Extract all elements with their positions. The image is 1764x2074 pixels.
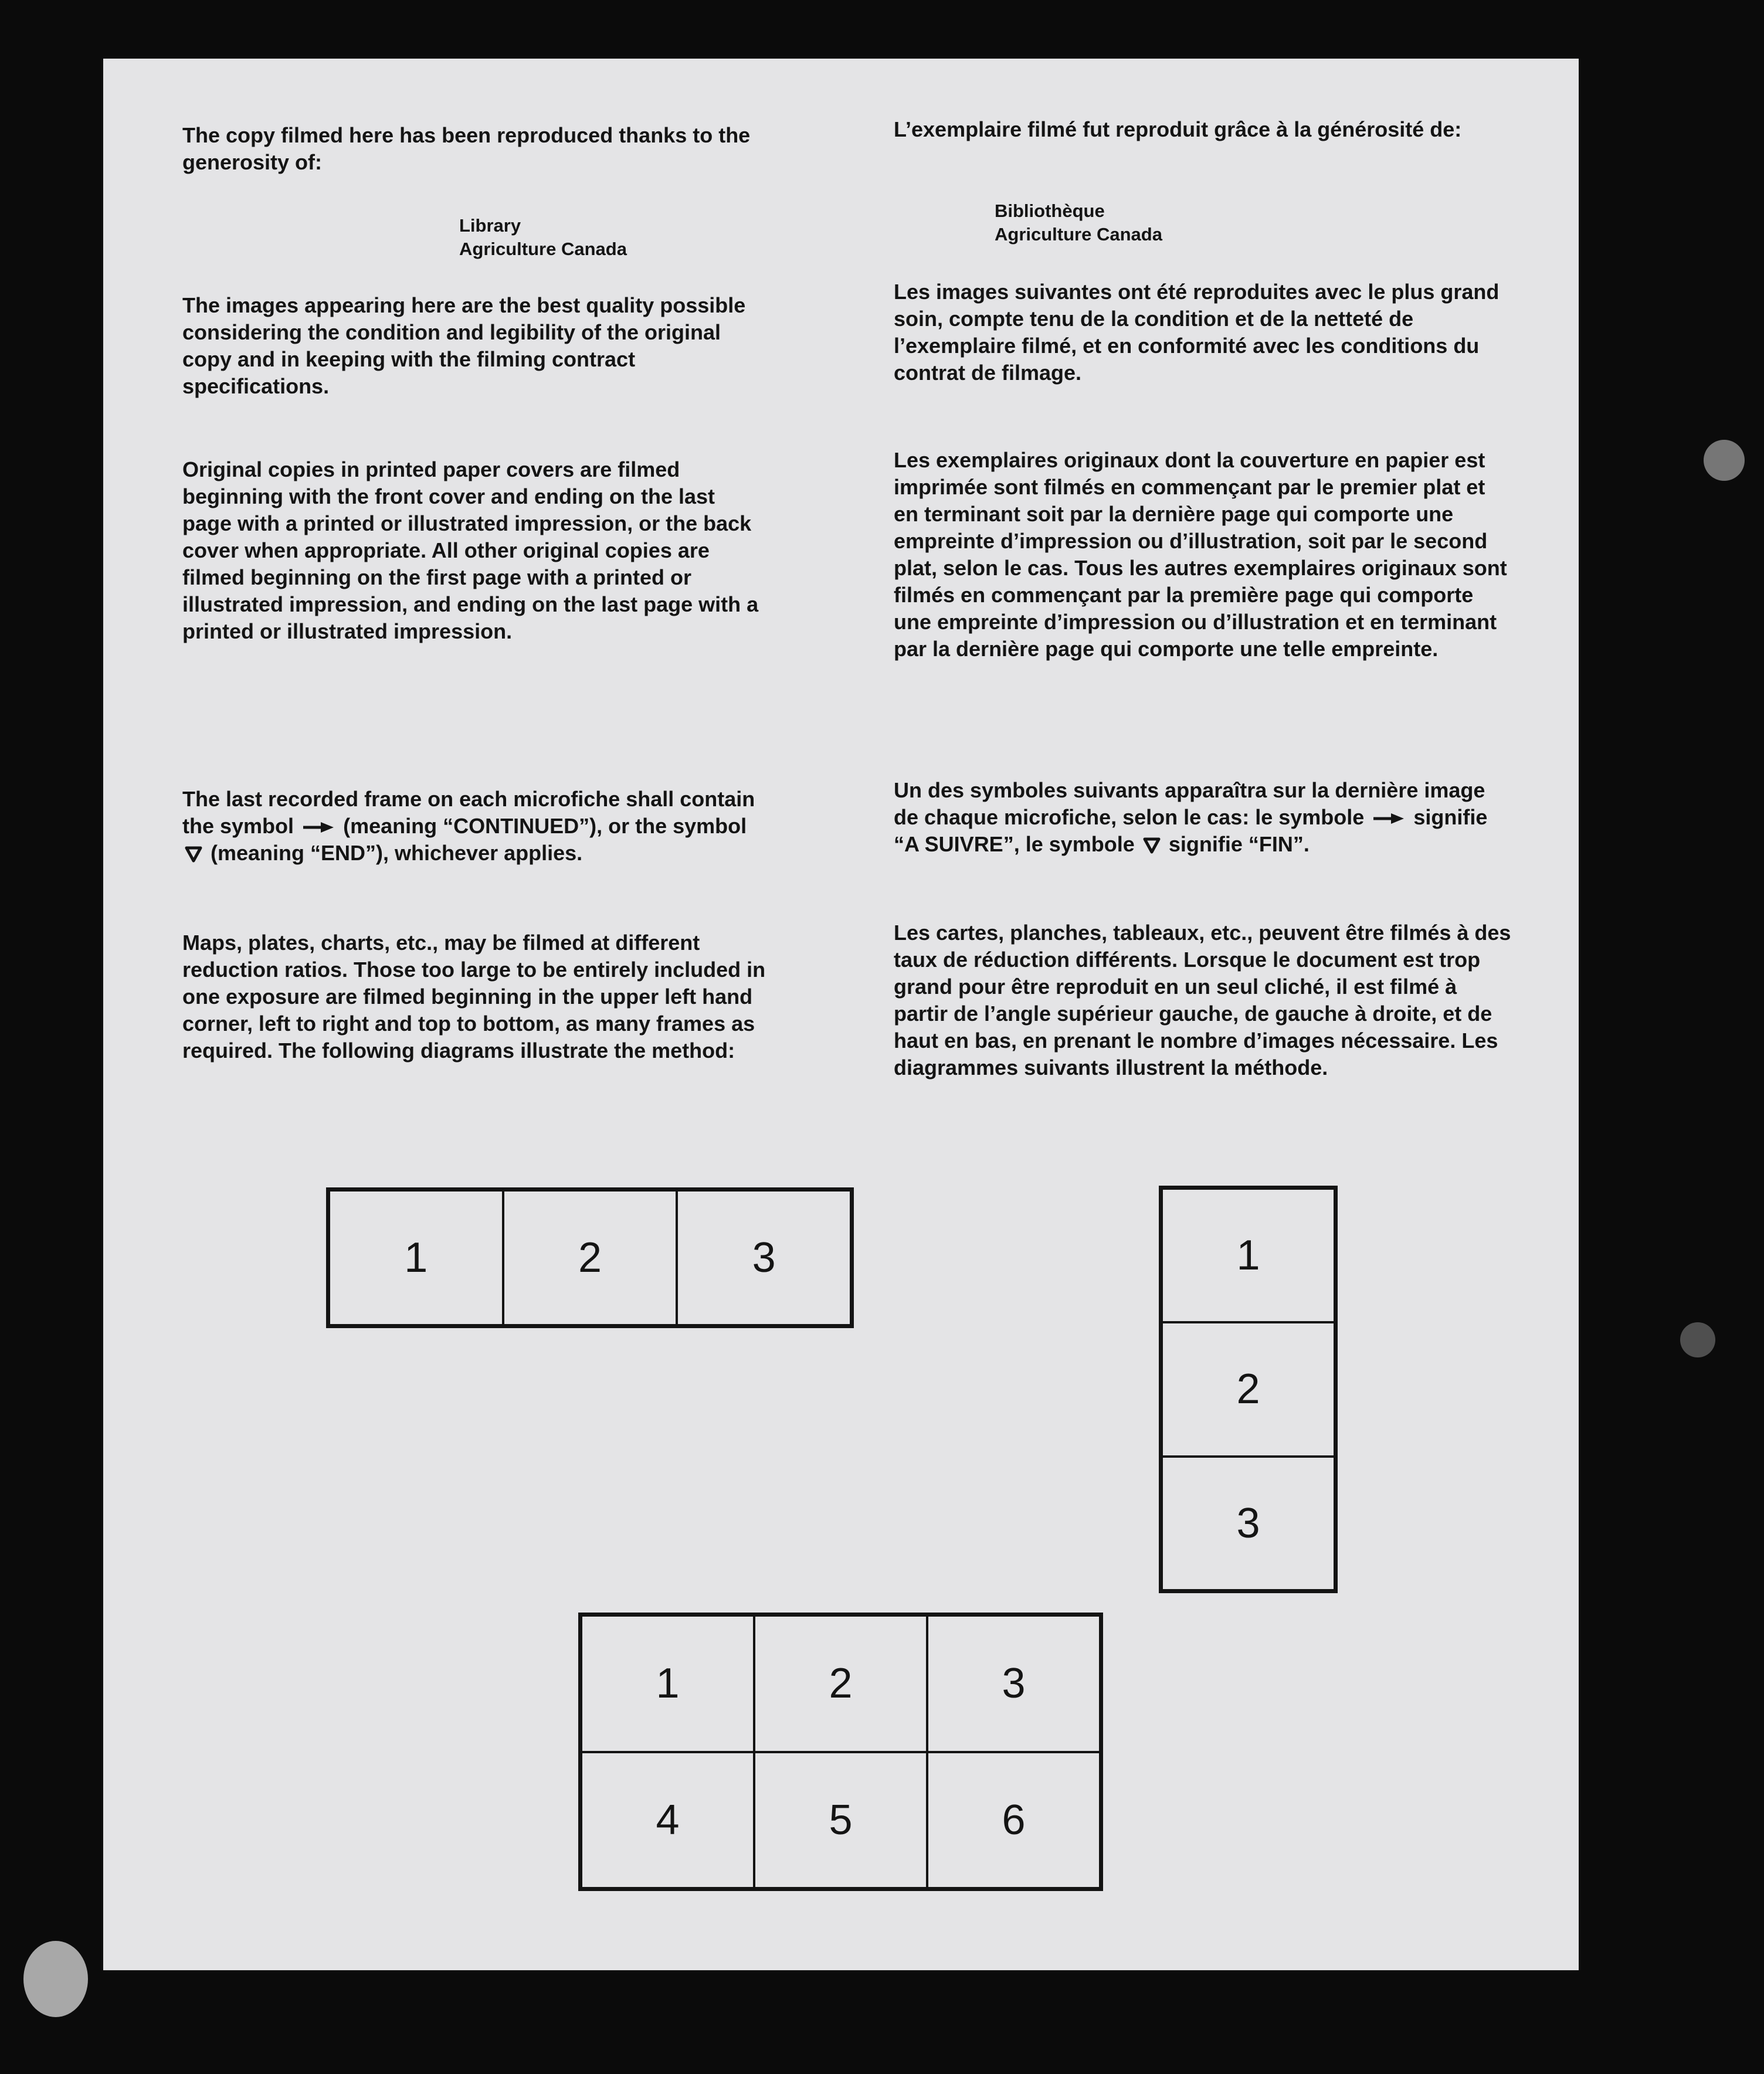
diagram-grid [578,1613,1103,1891]
english-originals: Original copies in printed paper covers are filmed beginning with the front cover and ending on the last page with a printed or illustrated impression, or the back cover when appropriate. All other original copies are filmed beginning on the first page with a printed or illustrated impression, and ending on the last page with a printed or illustrated impression. [182,457,759,643]
english-maps: Maps, plates, charts, etc., may be filmed at different reduction ratios. Those too large to be entirely included in one exposure are filmed beginning in the upper left hand corner, left to right and top to bottom, as many frames as required. The following diagrams illustrate the method: [182,931,766,1063]
diagram-vertical [1159,1186,1338,1593]
english-symbols [182,786,769,867]
diagram-horizontal [326,1187,854,1328]
diagram-cell: 1 [581,1615,754,1752]
english-symbols-text-2: (meaning “CONTINUED”), or the symbol [343,814,747,838]
french-maps: Les cartes, planches, tableaux, etc., peuvent être filmés à des taux de réduction différents. Lorsque le document est trop grand pour être reproduit en un seul cliché, il est filmé à partir de l’angle supérieur gauche, de gauche à droite, et de haut en bas, en prenant le nombre d’images nécessaire. Les diagrammes suivants illustrent la méthode. [894,921,1511,1080]
english-intro: The copy filmed here has been reproduced thanks to the generosity of: [182,123,751,174]
french-institution-line1: Bibliothèque [995,201,1105,221]
triangle-down-icon [1143,837,1161,854]
diagram-cell: 3 [1162,1457,1335,1590]
french-symbols [894,777,1515,858]
diagram-cell: 3 [677,1190,851,1325]
diagram-cell: 1 [329,1190,503,1325]
diagram-cell: 6 [927,1752,1100,1889]
french-institution [995,199,1162,246]
arrow-right-icon [303,822,334,833]
french-quality: Les images suivantes ont été reproduites avec le plus grand soin, compte tenu de la condition et de la netteté de l’exemplaire filmé, et en conformité avec les conditions du contrat de filmage. [894,280,1500,385]
scan-speck [23,1941,88,2017]
diagram-cell: 2 [503,1190,677,1325]
french-symbols-text-3: signifie “FIN”. [1168,832,1310,856]
arrow-right-icon [1373,813,1404,824]
english-institution-line2: Agriculture Canada [459,239,627,259]
english-symbols-text-3: (meaning “END”), whichever applies. [211,841,583,865]
diagram-cell: 2 [754,1615,927,1752]
english-quality: The images appearing here are the best quality possible considering the condition and legibility of the original copy and in keeping with the filming contract specifications. [182,293,746,398]
english-institution [459,214,627,261]
english-symbols-text-1: The last recorded frame on each microfiche shall contain the symbol [182,787,755,838]
diagram-cell: 5 [754,1752,927,1889]
diagram-cell: 3 [927,1615,1100,1752]
diagram-cell: 2 [1162,1322,1335,1456]
french-institution-line2: Agriculture Canada [995,224,1162,245]
document-page [103,59,1579,1970]
french-symbols-text-1: Un des symboles suivants apparaîtra sur la dernière image de chaque microfiche, selon le cas: le symbole [894,778,1485,829]
french-originals: Les exemplaires originaux dont la couverture en papier est imprimée sont filmés en commençant par le premier plat et en terminant soit par la dernière page qui comporte une empreinte d’impression ou d’illustration, soit par le second plat, selon le cas. Tous les autres exemplaires originaux sont filmés en commençant par la première page qui comporte une empreinte d’impression ou d’illustration et en terminant par la dernière page qui comporte une telle empreinte. [894,448,1507,661]
diagram-cell: 1 [1162,1189,1335,1322]
diagram-cell: 4 [581,1752,754,1889]
english-institution-line1: Library [459,215,521,236]
french-symbols-text-2: signifie “A SUIVRE”, le symbole [894,805,1488,856]
french-intro: L’exemplaire filmé fut reproduit grâce à la générosité de: [894,117,1462,141]
scan-speck [1704,440,1745,481]
triangle-down-icon [185,846,202,863]
scan-speck [1680,1322,1715,1357]
